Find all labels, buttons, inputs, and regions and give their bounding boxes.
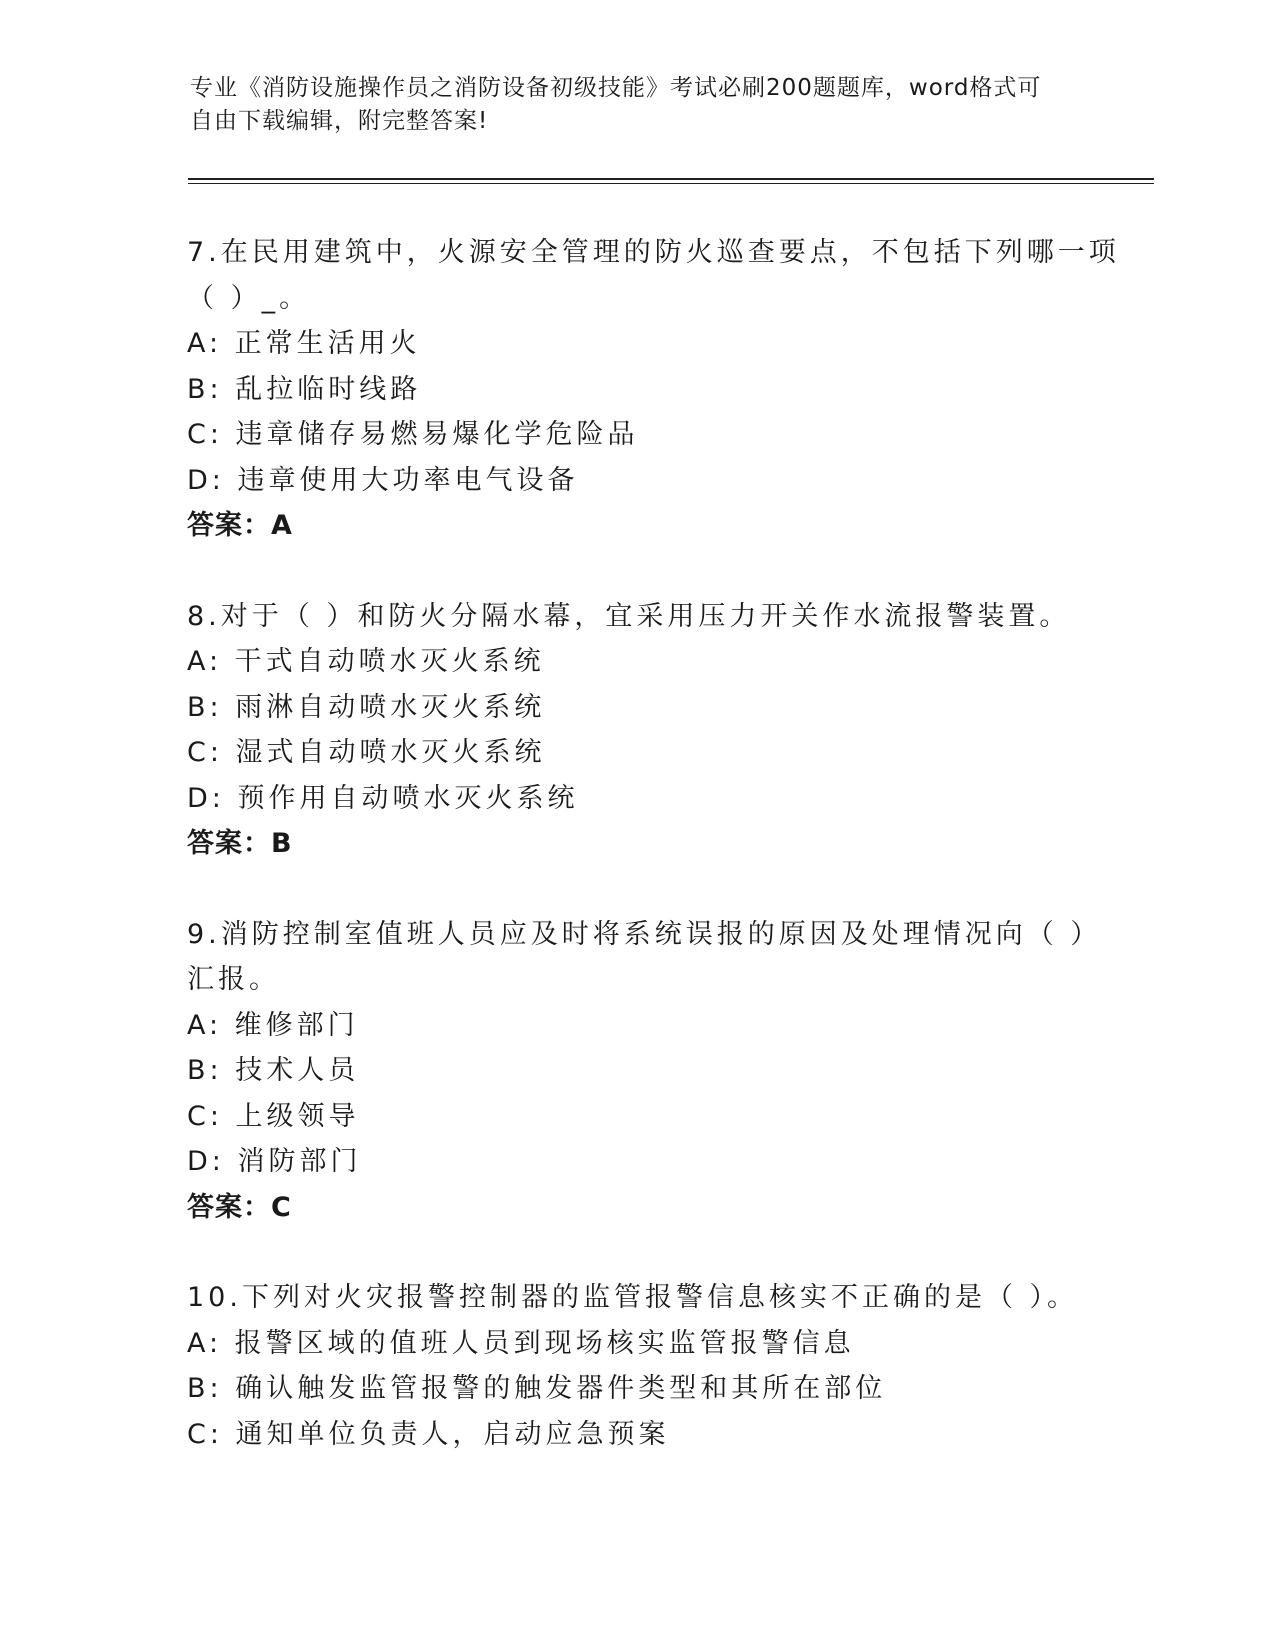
- option-d: D: 预作用自动喷水灭火系统: [187, 782, 579, 814]
- question-list: [187, 230, 1120, 1502]
- question-stem-continued: 汇报。: [187, 964, 280, 995]
- question-stem-continued: （ ）_。: [187, 282, 311, 314]
- question-8: [187, 594, 1087, 867]
- header-line-2: 自由下载编辑，附完整答案!: [190, 108, 489, 134]
- answer-label: 答案：C: [187, 1191, 292, 1223]
- header-divider-thin: [188, 183, 1154, 184]
- option-b: B: 确认触发监管报警的触发器件类型和其所在部位: [187, 1373, 887, 1404]
- option-a: A: 报警区域的值班人员到现场核实监管报警信息: [187, 1327, 855, 1359]
- option-c: C: 上级领导: [187, 1100, 360, 1132]
- question-9: [187, 912, 1102, 1231]
- option-c: C: 湿式自动喷水灭火系统: [187, 737, 546, 768]
- document-header: [190, 72, 1090, 138]
- question-7: [187, 230, 1120, 549]
- header-divider-thick: [188, 178, 1154, 180]
- option-c: C: 通知单位负责人，启动应急预案: [187, 1418, 670, 1450]
- answer-label: 答案：A: [187, 510, 293, 541]
- option-a: A: 维修部门: [187, 1009, 359, 1041]
- option-d: D: 消防部门: [187, 1146, 362, 1177]
- option-d: D: 违章使用大功率电气设备: [187, 464, 579, 496]
- question-stem: 9.消防控制室值班人员应及时将系统误报的原因及处理情况向（ ）: [187, 918, 1102, 950]
- question-10: [187, 1275, 1087, 1457]
- option-b: B: 雨淋自动喷水灭火系统: [187, 691, 546, 723]
- header-line-1: 专业《消防设施操作员之消防设备初级技能》考试必刷200题题库，word格式可: [190, 75, 1042, 101]
- option-b: B: 乱拉临时线路: [187, 373, 422, 405]
- option-a: A: 正常生活用火: [187, 328, 421, 359]
- question-stem: 10.下列对火灾报警控制器的监管报警信息核实不正确的是（ ）。: [187, 1282, 1079, 1313]
- question-stem: 8.对于（ ）和防火分隔水幕，宜采用压力开关作水流报警装置。: [187, 600, 1071, 632]
- question-stem: 7.在民用建筑中，火源安全管理的防火巡查要点，不包括下列哪一项: [187, 237, 1120, 268]
- option-c: C: 违章储存易燃易爆化学危险品: [187, 419, 639, 450]
- option-a: A: 干式自动喷水灭火系统: [187, 646, 545, 677]
- answer-label: 答案：B: [187, 828, 293, 859]
- option-b: B: 技术人员: [187, 1055, 360, 1086]
